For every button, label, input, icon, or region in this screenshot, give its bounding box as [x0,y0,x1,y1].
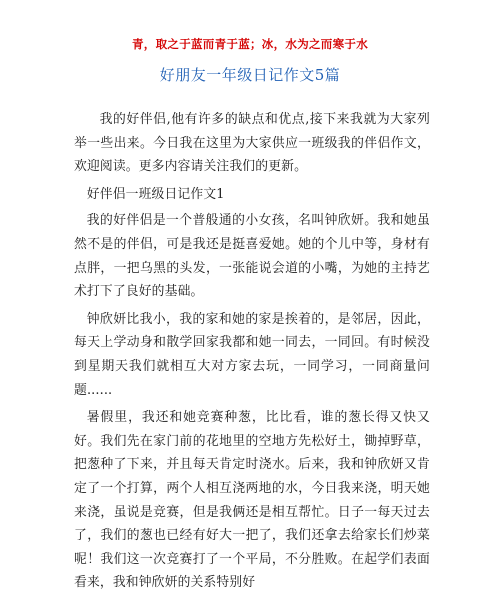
intro-paragraph: 我的好伴侣,他有许多的缺点和优点,接下来我就为大家列举一些出来。今日我在这里为大家供应一班级我的伴侣作文，欢迎阅读。更多内容请关注我们的更新。 [74,112,430,175]
document-title: 好朋友一年级日记作文5篇 [159,66,341,84]
body-paragraph-3: 暑假里，我还和她竞赛种葱，比比看，谁的葱长得又快又好。我们先在家门前的花地里的空地方先松好土，锄掉野草，把葱种了下来，并且每天肯定时浇水。后来，我和钟欣妍又肯定了一个打算，两个人相互浇两地的水，今日我来浇，明天她来浇，虽说是竞赛，但是我俩还是相互帮忙。日子一每天过去了，我们的葱也已经有好大一把了，我们还拿去给家长们炒菜呢！我们这一次竞赛打了一个平局，不分胜败。在起学们表面看来，我和钟欣妍的关系特别好 [74,410,430,591]
body-paragraph-1: 我的好伴侣是一个普般通的小女孩，名叫钟欣妍。我和她虽然不是的伴侣，可是我还是挺喜爱她。她的个儿中等，身材有点胖，一把乌黑的头发，一张能说会道的小嘴，为她的主持艺术打下了良好的基础。 [74,213,430,300]
document-body [74,108,430,599]
header-motto: 青，取之于蓝而青于蓝；冰，水为之而寒于水 [132,37,368,51]
section-heading: 好伴侣一班级日记作文1 [86,186,225,202]
body-paragraph-2: 钟欣妍比我小，我的家和她的家是挨着的，是邻居，因此，每天上学动身和散学回家我都和她一同去，一同回。有时候没到星期天我们就相互大对方家去玩，一同学习，一同商量问题...... [74,311,430,398]
